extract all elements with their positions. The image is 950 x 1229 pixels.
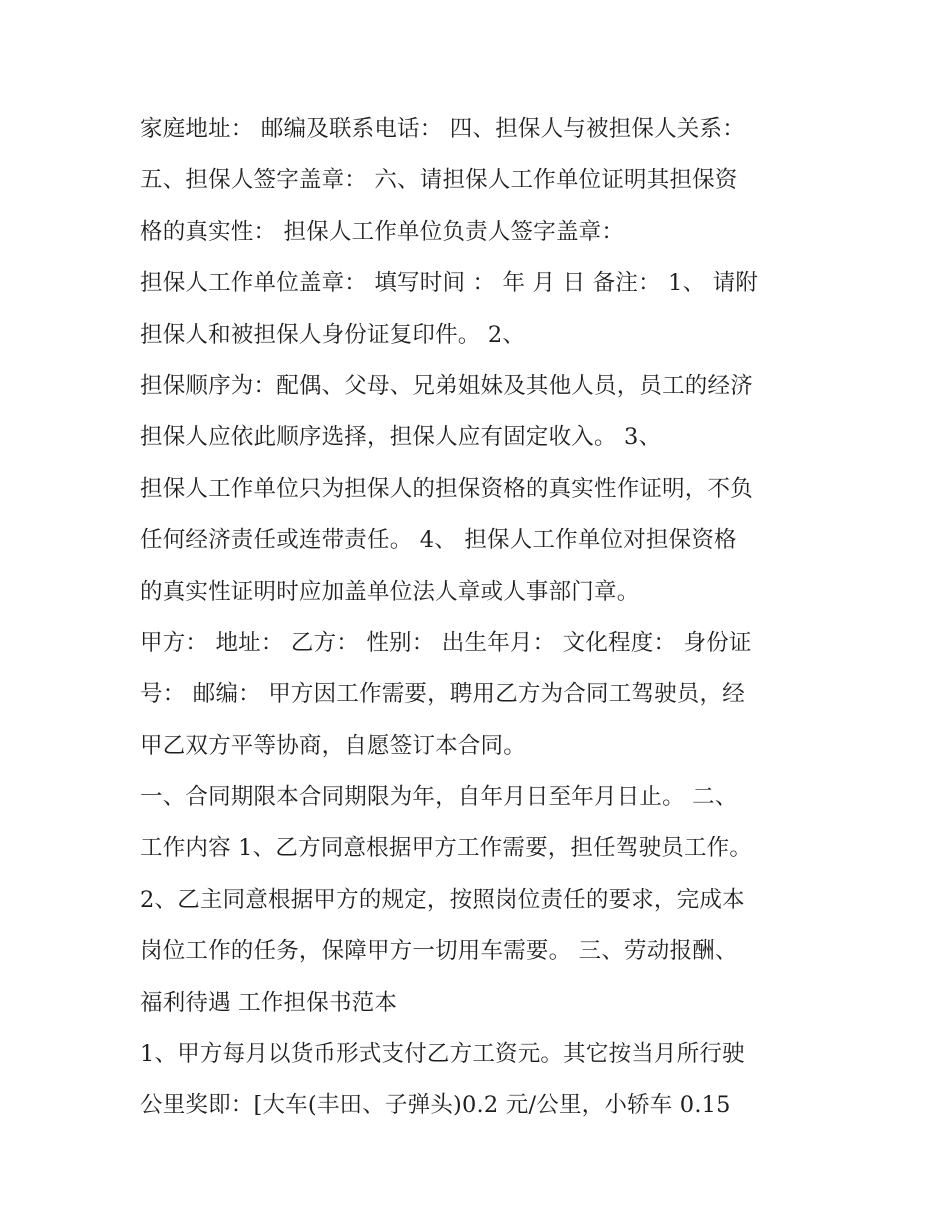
text-line: 号： 邮编： 甲方因工作需要，聘用乙方为合同工驾驶员，经 — [140, 681, 745, 708]
text-line: 担保人工作单位盖章： 填写时间 ： 年 月 日 备注： 1、 请附 — [140, 270, 759, 297]
text-line: 担保人和被担保人身份证复印件。 2、 — [140, 321, 526, 348]
text-line: 2、乙主同意根据甲方的规定，按照岗位责任的要求，完成本 — [140, 886, 745, 913]
text-line: 福利待遇 工作担保书范本 — [140, 989, 398, 1016]
text-line: 担保人应依此顺序选择，担保人应有固定收入。 3、 — [140, 424, 662, 451]
text-line: 担保顺序为：配偶、父母、兄弟姐妹及其他人员，员工的经济 — [140, 372, 753, 399]
text-line: 五、担保人签字盖章： 六、请担保人工作单位证明其担保资 — [140, 167, 738, 194]
text-line: 1、甲方每月以货币形式支付乙方工资元。其它按当月所行驶 — [140, 1041, 745, 1068]
document-body — [140, 104, 830, 1132]
text-line: 家庭地址： 邮编及联系电话： 四、担保人与被担保人关系： — [140, 116, 745, 142]
text-line: 甲乙双方平等协商，自愿签订本合同。 — [140, 732, 526, 759]
text-line: 任何经济责任或连带责任。 4、 担保人工作单位对担保资格 — [140, 527, 737, 554]
text-line: 格的真实性： 担保人工作单位负责人签字盖章： — [140, 218, 625, 245]
text-line: 工作内容 1、乙方同意根据甲方工作需要，担任驾驶员工作。 — [140, 835, 753, 862]
text-line: 公里奖即：[大车(丰田、子弹头)0.2 元/公里，小轿车 0.15 — [140, 1092, 731, 1119]
text-line: 的真实性证明时应加盖单位法人章或人事部门章。 — [140, 578, 640, 605]
text-line: 岗位工作的任务，保障甲方一切用车需要。 三、劳动报酬、 — [140, 938, 738, 965]
text-line: 一、合同期限本合同期限为年，自年月日至年月日止。 二、 — [140, 784, 738, 811]
text-line: 担保人工作单位只为担保人的担保资格的真实性作证明，不负 — [140, 475, 753, 502]
text-line: 甲方： 地址： 乙方： 性别： 出生年月： 文化程度： 身份证 — [140, 629, 752, 656]
